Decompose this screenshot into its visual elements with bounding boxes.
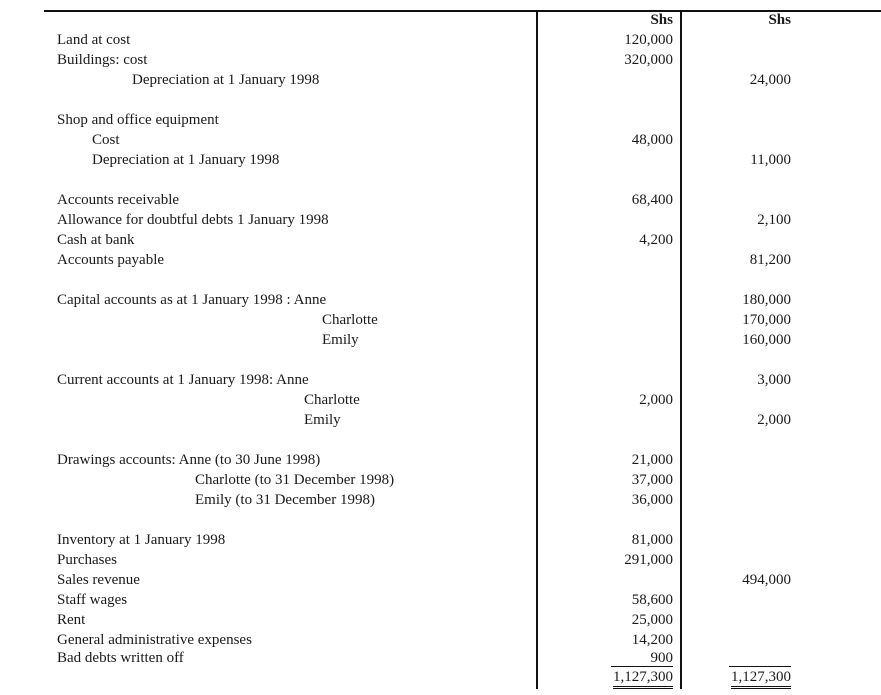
table-row bbox=[0, 210, 881, 230]
table-row bbox=[0, 50, 881, 70]
row-label: Staff wages bbox=[57, 592, 128, 608]
table-row bbox=[0, 530, 881, 550]
row-col2: 11,000 bbox=[750, 152, 791, 168]
row-col1: 37,000 bbox=[631, 472, 673, 488]
row-label: Emily bbox=[322, 332, 359, 348]
total-col2: 1,127,300 bbox=[731, 669, 791, 689]
row-label: Purchases bbox=[57, 552, 117, 568]
row-label: Current accounts at 1 January 1998: Anne bbox=[57, 372, 309, 388]
row-label: Buildings: cost bbox=[57, 52, 148, 68]
table-row bbox=[0, 70, 881, 90]
row-col2: 160,000 bbox=[742, 332, 791, 348]
table-row bbox=[0, 610, 881, 630]
table-row bbox=[0, 590, 881, 610]
row-col2: 494,000 bbox=[742, 572, 791, 588]
row-col2: 170,000 bbox=[742, 312, 791, 328]
row-col2: 3,000 bbox=[757, 372, 791, 388]
row-col2: 24,000 bbox=[749, 72, 791, 88]
row-col1: 25,000 bbox=[631, 612, 673, 628]
row-label: Accounts receivable bbox=[57, 192, 180, 208]
row-col1: 36,000 bbox=[631, 492, 673, 508]
row-label: Drawings accounts: Anne (to 30 June 1998) bbox=[57, 452, 321, 468]
row-label: Allowance for doubtful debts 1 January 1998 bbox=[57, 212, 329, 228]
total-col1: 1,127,300 bbox=[613, 669, 673, 689]
row-col1: 81,000 bbox=[631, 532, 673, 548]
row-label: Cash at bank bbox=[57, 232, 135, 248]
table-row bbox=[0, 470, 881, 490]
row-label: General administrative expenses bbox=[57, 632, 252, 648]
row-label: Land at cost bbox=[57, 32, 131, 48]
table-row bbox=[0, 490, 881, 510]
row-label: Charlotte bbox=[304, 392, 360, 408]
row-label: Capital accounts as at 1 January 1998 : Anne bbox=[57, 292, 327, 308]
table-row bbox=[0, 130, 881, 150]
row-col1: 68,400 bbox=[631, 192, 673, 208]
row-col1: 900 bbox=[650, 650, 673, 666]
row-label: Emily (to 31 December 1998) bbox=[195, 492, 375, 508]
table-row bbox=[0, 570, 881, 590]
row-label: Charlotte bbox=[322, 312, 378, 328]
row-label: Charlotte (to 31 December 1998) bbox=[195, 472, 395, 488]
header-row bbox=[0, 10, 881, 30]
row-label: Accounts payable bbox=[57, 252, 165, 268]
table-row bbox=[0, 250, 881, 270]
row-col1: 21,000 bbox=[631, 452, 673, 468]
table-row bbox=[0, 410, 881, 430]
row-col1: 48,000 bbox=[631, 132, 673, 148]
table-row bbox=[0, 30, 881, 50]
totals-row bbox=[0, 667, 881, 687]
table-row bbox=[0, 330, 881, 350]
row-col2: 180,000 bbox=[742, 292, 791, 308]
table-row bbox=[0, 370, 881, 390]
table-row bbox=[0, 190, 881, 210]
row-label: Shop and office equipment bbox=[57, 112, 219, 128]
row-col2: 81,200 bbox=[749, 252, 791, 268]
table-row bbox=[0, 390, 881, 410]
row-col1: 4,200 bbox=[639, 232, 673, 248]
table-row bbox=[0, 630, 881, 650]
row-label: Rent bbox=[57, 612, 86, 628]
row-label: Depreciation at 1 January 1998 bbox=[92, 152, 280, 168]
col1-header: Shs bbox=[650, 12, 673, 28]
col2-header: Shs bbox=[768, 12, 791, 28]
table-row bbox=[0, 450, 881, 470]
row-label: Depreciation at 1 January 1998 bbox=[132, 72, 320, 88]
table-row bbox=[0, 550, 881, 570]
row-col1: 120,000 bbox=[624, 32, 673, 48]
table-row bbox=[0, 230, 881, 250]
row-label: Cost bbox=[92, 132, 120, 148]
table-row bbox=[0, 110, 881, 130]
table-row bbox=[0, 648, 881, 668]
row-col1: 320,000 bbox=[624, 52, 673, 68]
row-label: Inventory at 1 January 1998 bbox=[57, 532, 226, 548]
row-label: Emily bbox=[304, 412, 341, 428]
row-col1: 2,000 bbox=[639, 392, 673, 408]
table-row bbox=[0, 290, 881, 310]
table-row bbox=[0, 310, 881, 330]
row-col1: 291,000 bbox=[624, 552, 673, 568]
row-label: Sales revenue bbox=[57, 572, 140, 588]
row-label: Bad debts written off bbox=[57, 650, 184, 666]
row-col1: 58,600 bbox=[631, 592, 673, 608]
row-col1: 14,200 bbox=[631, 632, 673, 648]
row-col2: 2,100 bbox=[757, 212, 791, 228]
row-col2: 2,000 bbox=[757, 412, 791, 428]
table-row bbox=[0, 150, 881, 170]
